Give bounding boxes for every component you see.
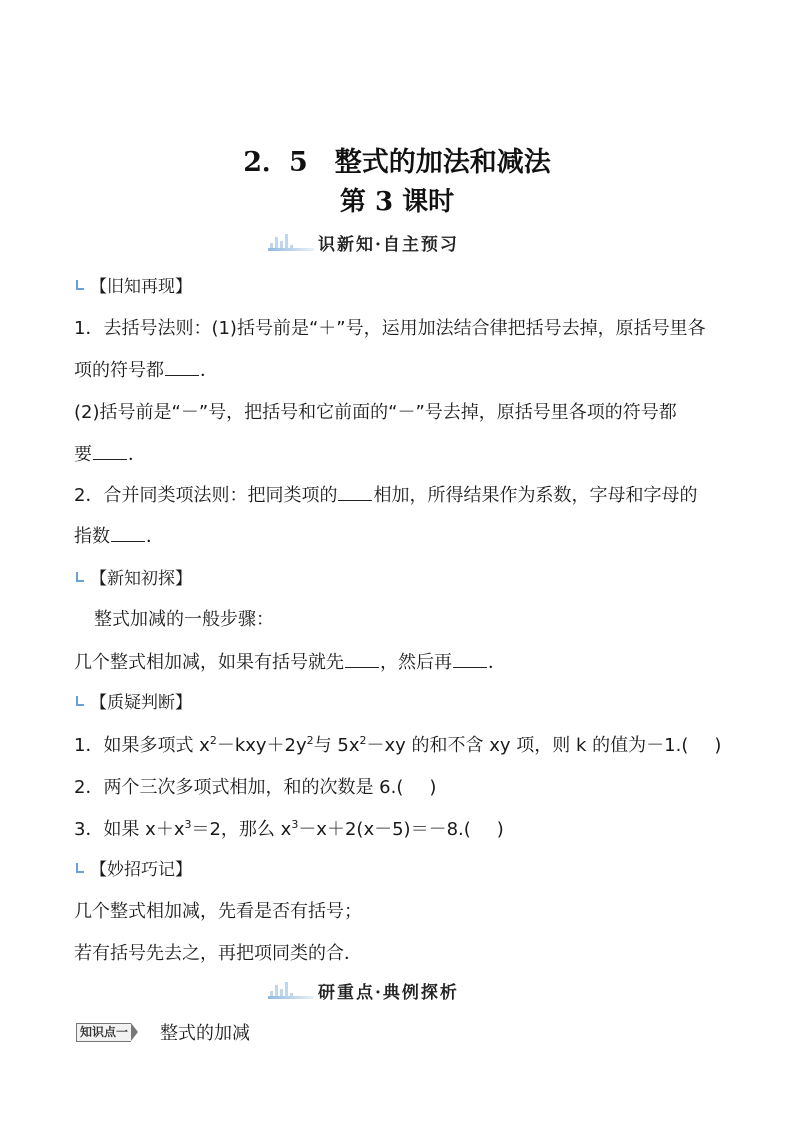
question-3: 3．如果 $x+x^3=2$，那么 $x^3-x+2(x-5)=-8$.( ) (74, 818, 504, 840)
banner-text: 识新知·自主预习 (318, 234, 459, 255)
banner-bars-icon (268, 233, 314, 251)
text-line: 项的符号都 ． (74, 360, 218, 381)
banner-bars-icon (268, 981, 314, 999)
section-label: 【质疑判断】 (90, 693, 192, 713)
text-line: (2)括号前是“－”号，把括号和它前面的“－”号去掉，原括号里各项的符号都 (74, 402, 677, 423)
text-line: 要 ． (74, 444, 146, 465)
section-heading-new-knowledge (74, 564, 192, 589)
knowledge-tag: 知识点一 (76, 1023, 131, 1042)
answer-blank[interactable] (338, 484, 372, 501)
arrow-right-icon (131, 1023, 138, 1041)
question-2: 2．两个三次多项式相加，和的次数是 6.( ) (74, 777, 437, 798)
section-label: 【旧知再现】 (90, 277, 192, 297)
banner-text: 研重点·典例探析 (318, 982, 459, 1003)
section-label: 【新知初探】 (90, 569, 192, 589)
text-line: 整式加减的一般步骤： (94, 609, 274, 630)
answer-blank[interactable] (111, 525, 145, 542)
section-banner-examples (268, 979, 459, 1001)
text-line: 若有括号先去之，再把项同类的合． (74, 943, 362, 964)
bookmark-icon (74, 861, 86, 875)
text-line: 2．合并同类项法则：把同类项的 相加，所得结果作为系数，字母和字母的 (74, 485, 698, 506)
text-line: 指数 ． (74, 526, 164, 547)
section-heading-old-knowledge (74, 272, 192, 297)
knowledge-title: 整式的加减 (160, 1023, 251, 1044)
page-subtitle: 第 3 课时 (339, 187, 455, 217)
question-1: 1．如果多项式 $x^2-kxy+2y^2$与 $5x^2-xy$ 的和不含 xy 项，则 k 的值为－1.( ) (74, 734, 722, 756)
page-title: 2．5 整式的加法和减法 (243, 147, 551, 178)
bookmark-icon (74, 570, 86, 584)
text-line: 几个整式相加减，如果有括号就先 ，然后再 ． (74, 652, 506, 673)
bookmark-icon (74, 694, 86, 708)
bookmark-icon (74, 278, 86, 292)
text-line: 几个整式相加减，先看是否有括号； (74, 901, 362, 922)
answer-blank[interactable] (345, 651, 379, 668)
section-banner-preview (268, 231, 459, 253)
text-line: 1．去括号法则：(1)括号前是“＋”号，运用加法结合律把括号去掉，原括号里各 (74, 318, 706, 339)
answer-blank[interactable] (93, 443, 127, 460)
answer-blank[interactable] (165, 359, 199, 376)
knowledge-point-heading (76, 1019, 250, 1045)
section-label: 【妙招巧记】 (90, 860, 192, 880)
section-heading-judgement (74, 688, 192, 713)
section-heading-memory-tips (74, 855, 192, 880)
answer-blank[interactable] (453, 651, 487, 668)
